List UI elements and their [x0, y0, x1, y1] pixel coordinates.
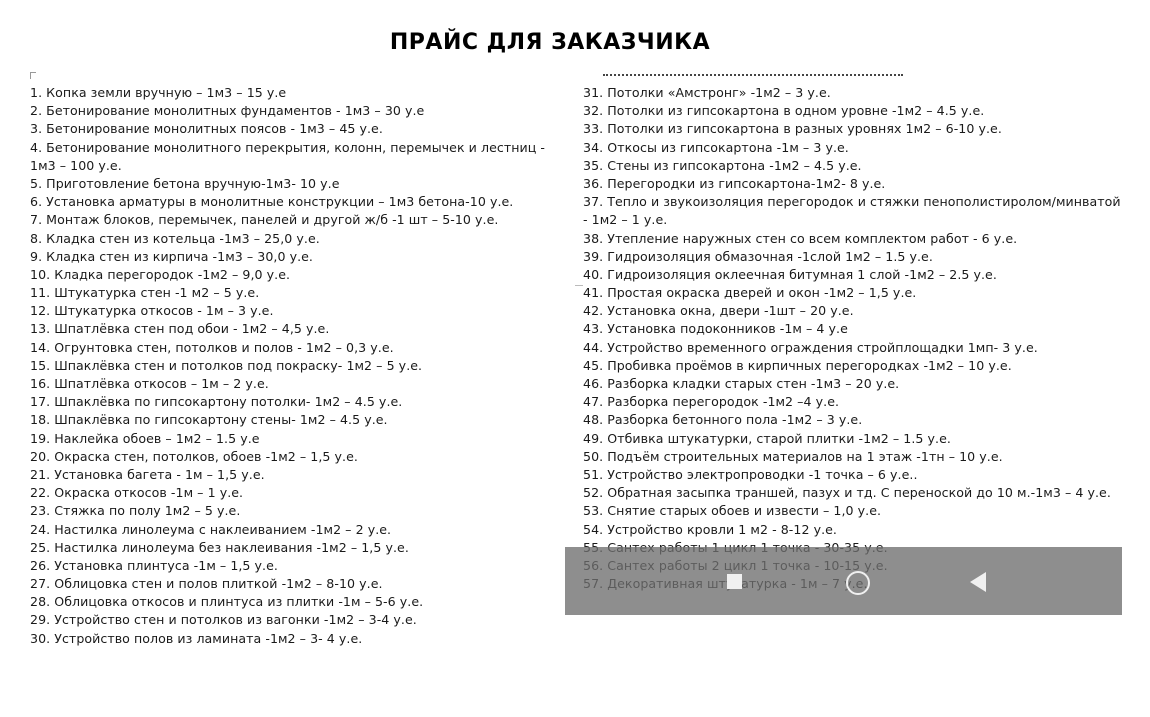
price-item: 35. Стены из гипсокартона -1м2 – 4.5 у.е. [583, 157, 862, 173]
price-item: 31. Потолки «Амстронг» -1м2 – 3 у.е. [583, 85, 831, 100]
price-list-left [30, 84, 570, 648]
price-item: 40. Гидроизоляция оклеечная битумная 1 слой -1м2 – 2.5 у.е. [583, 266, 997, 282]
home-icon[interactable] [846, 571, 870, 595]
price-item: 53. Снятие старых обоев и извести – 1,0 у.е. [583, 503, 882, 519]
price-item: 54. Устройство кровли 1 м2 - 8-12 у.е. [583, 521, 837, 537]
price-item: 43. Установка подоконников -1м – 4 у.е [583, 321, 848, 337]
clipped-line [583, 71, 913, 81]
price-item: 24. Настилка линолеума с наклеиванием -1м2 – 2 у.е. [30, 521, 392, 537]
price-item: 49. Отбивка штукатурки, старой плитки -1м2 – 1.5 у.е. [583, 430, 951, 446]
price-item: 10. Кладка перегородок -1м2 – 9,0 у.е. [30, 266, 291, 282]
price-item: 5. Приготовление бетона вручную-1м3- 10 у.е [30, 175, 340, 191]
price-item: 18. Шпаклёвка по гипсокартону стены- 1м2 – 4.5 у.е. [30, 412, 388, 428]
price-item: 30. Устройство полов из ламината -1м2 – 3- 4 у.е. [30, 630, 363, 646]
price-item: 25. Настилка линолеума без наклеивания -1м2 – 1,5 у.е. [30, 539, 409, 555]
price-item: 4. Бетонирование монолитного перекрытия, колонн, перемычек и лестниц - 1м3 – 100 у.е. [30, 139, 546, 173]
price-item: 39. Гидроизоляция обмазочная -1слой 1м2 – 1.5 у.е. [583, 248, 933, 264]
price-item: 7. Монтаж блоков, перемычек, панелей и другой ж/б -1 шт – 5-10 у.е. [30, 212, 499, 228]
price-item: 32. Потолки из гипсокартона в одном уровне -1м2 – 4.5 у.е. [583, 103, 985, 119]
price-item: 26. Установка плинтуса -1м – 1,5 у.е. [30, 557, 278, 573]
price-item: 16. Шпатлёвка откосов – 1м – 2 у.е. [30, 376, 269, 392]
price-item: 52. Обратная засыпка траншей, пазух и тд. С переноской до 10 м.-1м3 – 4 у.е. [583, 485, 1111, 501]
price-item: 22. Окраска откосов -1м – 1 у.е. [30, 485, 244, 501]
price-item: 37. Тепло и звукоизоляция перегородок и стяжки пенополистиролом/минватой - 1м2 – 1 у.е. [583, 194, 1121, 228]
price-item: 3. Бетонирование монолитных поясов - 1м3 – 45 у.е. [30, 121, 383, 137]
price-item: 15. Шпаклёвка стен и потолков под покраску- 1м2 – 5 у.е. [30, 357, 423, 373]
price-item: 51. Устройство электропроводки -1 точка – 6 у.е.. [583, 466, 918, 482]
price-item: 28. Облицовка откосов и плинтуса из плитки -1м – 5-6 у.е. [30, 594, 424, 610]
price-item: 12. Штукатурка откосов - 1м – 3 у.е. [30, 303, 274, 319]
price-item: 29. Устройство стен и потолков из вагонки -1м2 – 3-4 у.е. [30, 612, 417, 628]
price-item: 45. Пробивка проёмов в кирпичных перегородках -1м2 – 10 у.е. [583, 357, 1012, 373]
price-item: 11. Штукатурка стен -1 м2 – 5 у.е. [30, 285, 260, 301]
android-nav-bar [565, 547, 1122, 615]
price-item: 9. Кладка стен из кирпича -1м3 – 30,0 у.е. [30, 248, 313, 264]
recent-apps-icon[interactable] [727, 574, 742, 589]
price-item: 36. Перегородки из гипсокартона-1м2- 8 у.е. [583, 175, 886, 191]
back-icon[interactable] [970, 572, 986, 592]
price-item: 47. Разборка перегородок -1м2 –4 у.е. [583, 394, 840, 410]
page-title: ПРАЙС ДЛЯ ЗАКАЗЧИКА [389, 30, 711, 55]
price-item: 23. Стяжка по полу 1м2 – 5 у.е. [30, 503, 241, 519]
price-item: 6. Установка арматуры в монолитные конструкции – 1м3 бетона-10 у.е. [30, 194, 514, 210]
price-item: 46. Разборка кладки старых стен -1м3 – 20 у.е. [583, 376, 900, 392]
price-list-right [583, 84, 1123, 593]
price-item: 34. Откосы из гипсокартона -1м – 3 у.е. [583, 139, 849, 155]
price-item: 44. Устройство временного ограждения стройплощадки 1мп- 3 у.е. [583, 339, 1038, 355]
price-item: 38. Утепление наружных стен со всем комплектом работ - 6 у.е. [583, 230, 1018, 246]
price-item: 50. Подъём строительных материалов на 1 этаж -1тн – 10 у.е. [583, 448, 1003, 464]
price-item: 27. Облицовка стен и полов плиткой -1м2 – 8-10 у.е. [30, 576, 383, 592]
price-item: 14. Огрунтовка стен, потолков и полов - 1м2 – 0,3 у.е. [30, 339, 394, 355]
divider [575, 285, 583, 286]
price-item: 17. Шпаклёвка по гипсокартону потолки- 1м2 – 4.5 у.е. [30, 394, 403, 410]
price-item: 48. Разборка бетонного пола -1м2 – 3 у.е. [583, 412, 863, 428]
price-item: 19. Наклейка обоев – 1м2 – 1.5 у.е [30, 430, 260, 446]
price-item: 42. Установка окна, двери -1шт – 20 у.е. [583, 303, 854, 319]
price-item: 33. Потолки из гипсокартона в разных уровнях 1м2 – 6-10 у.е. [583, 121, 1002, 137]
corner-mark [30, 72, 36, 79]
price-item: 13. Шпатлёвка стен под обои - 1м2 – 4,5 у.е. [30, 321, 330, 337]
price-item: 41. Простая окраска дверей и окон -1м2 – 1,5 у.е. [583, 285, 917, 301]
price-item: 2. Бетонирование монолитных фундаментов - 1м3 – 30 у.е [30, 103, 425, 119]
price-item: 1. Копка земли вручную – 1м3 – 15 у.е [30, 85, 287, 100]
price-item: 21. Установка багета - 1м – 1,5 у.е. [30, 466, 265, 482]
price-item: 20. Окраска стен, потолков, обоев -1м2 – 1,5 у.е. [30, 448, 358, 464]
price-item: 8. Кладка стен из котельца -1м3 – 25,0 у.е. [30, 230, 320, 246]
